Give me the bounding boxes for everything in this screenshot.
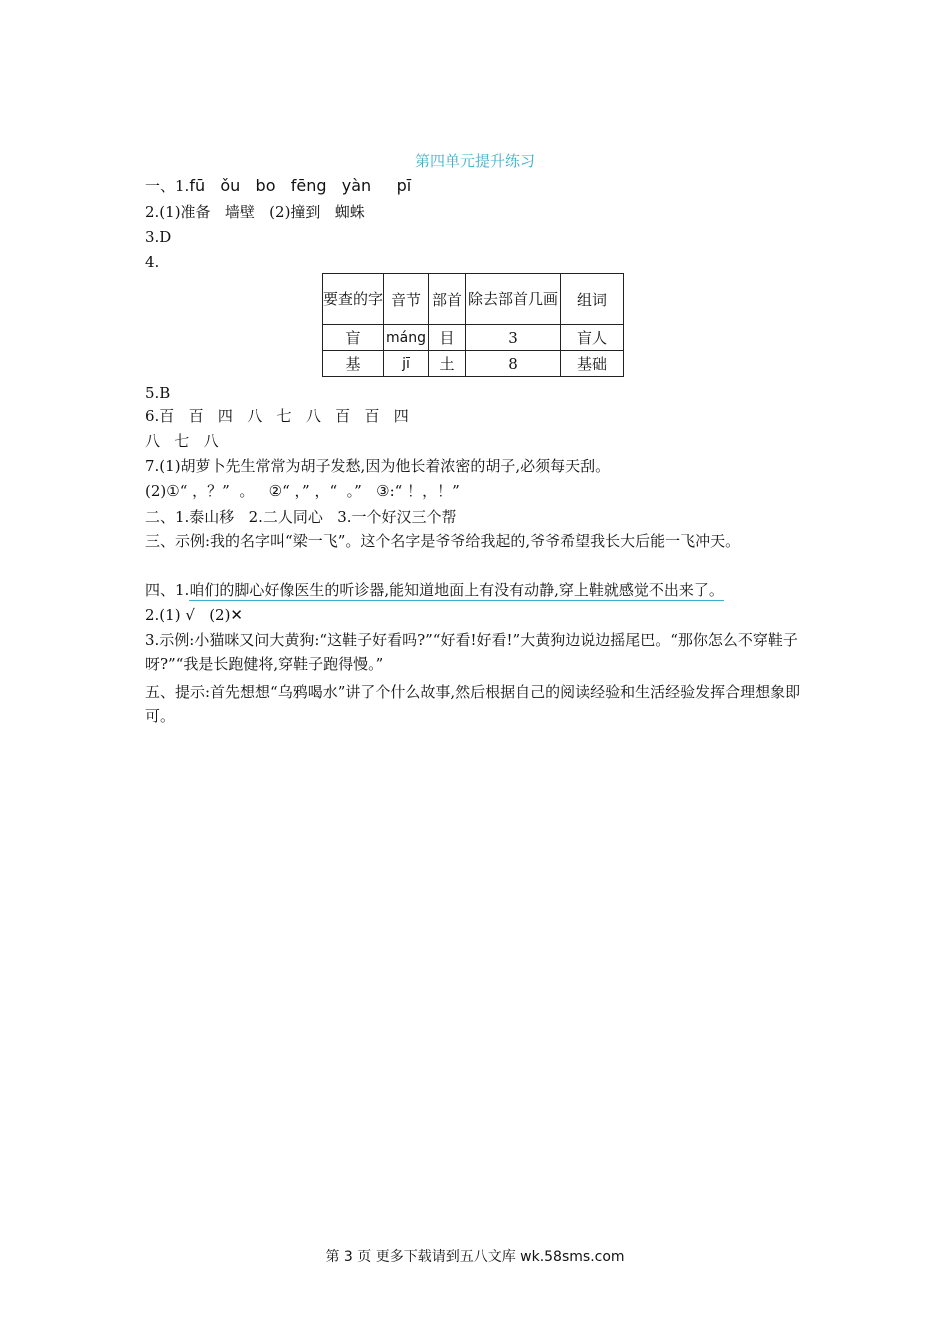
table-row	[323, 351, 624, 377]
answer-1-prefix: 一、1.	[145, 177, 190, 195]
table-row	[323, 325, 624, 351]
table-header-cell: 除去部首几画	[466, 274, 561, 325]
table-header-cell: 要查的字	[323, 274, 384, 325]
answer-1-1	[145, 175, 411, 197]
answer-4-1	[145, 579, 724, 601]
character-lookup-table	[322, 273, 624, 377]
answer-5: 五、提示:首先想想“乌鸦喝水”讲了个什么故事,然后根据自己的阅读经验和生活经验发挥合理想象即可。	[145, 683, 801, 725]
table-cell: 8	[466, 351, 561, 377]
table-cell: 土	[429, 351, 466, 377]
answer-1-7-1: 7.(1)胡萝卜先生常常为胡子发愁,因为他长着浓密的胡子,必须每天刮。	[145, 457, 611, 475]
table-cell: 盲	[323, 325, 384, 351]
table-cell: 盲人	[561, 325, 624, 351]
table-cell: 基础	[561, 351, 624, 377]
table-cell: 基	[323, 351, 384, 377]
answer-3: 三、示例:我的名字叫“梁一飞”。这个名字是爷爷给我起的,爷爷希望我长大后能一飞冲天。	[145, 532, 741, 550]
answer-1-5: 5.B	[145, 384, 171, 402]
pinyin-answers: fū ǒu bo fēng yàn pī	[189, 176, 412, 195]
answer-1-2: 2.(1)准备 墙壁 (2)撞到 蜘蛛	[145, 203, 365, 221]
table-header-cell: 音节	[384, 274, 429, 325]
table-cell: jī	[384, 351, 429, 377]
table-header-cell: 部首	[429, 274, 466, 325]
page-title: 第四单元提升练习	[414, 152, 535, 170]
page-footer: 第 3 页 更多下载请到五八文库 wk.58sms.com	[325, 1249, 625, 1265]
answer-2: 二、1.泰山移 2.二人同心 3.一个好汉三个帮	[145, 508, 457, 526]
table-cell: 目	[429, 325, 466, 351]
answer-4-2: 2.(1) √ (2)✕	[145, 606, 244, 624]
answer-4-1-text: 咱们的脚心好像医生的听诊器,能知道地面上有没有动静,穿上鞋就感觉不出来了。	[189, 581, 724, 599]
table-cell: 3	[466, 325, 561, 351]
table-header-row	[323, 274, 624, 325]
answer-1-4: 4.	[145, 253, 160, 271]
answer-1-6-cont: 八 七 八	[145, 432, 219, 450]
answer-1-6: 6.百 百 四 八 七 八 百 百 四	[145, 407, 409, 425]
answer-1-7-2: (2)①“ ，？” 。 ②“ ，” ，“ 。” ③:“ ！，！”	[145, 482, 460, 500]
answer-1-3: 3.D	[145, 228, 172, 246]
answer-4-prefix: 四、1.	[145, 581, 190, 599]
answer-4-3: 3.示例:小猫咪又问大黄狗:“这鞋子好看吗?”“好看!好看!”大黄狗边说边摇尾巴。“那你怎么不穿鞋子呀?”“我是长跑健将,穿鞋子跑得慢。”	[145, 631, 798, 673]
table-header-cell: 组词	[561, 274, 624, 325]
table-cell: máng	[384, 325, 429, 351]
